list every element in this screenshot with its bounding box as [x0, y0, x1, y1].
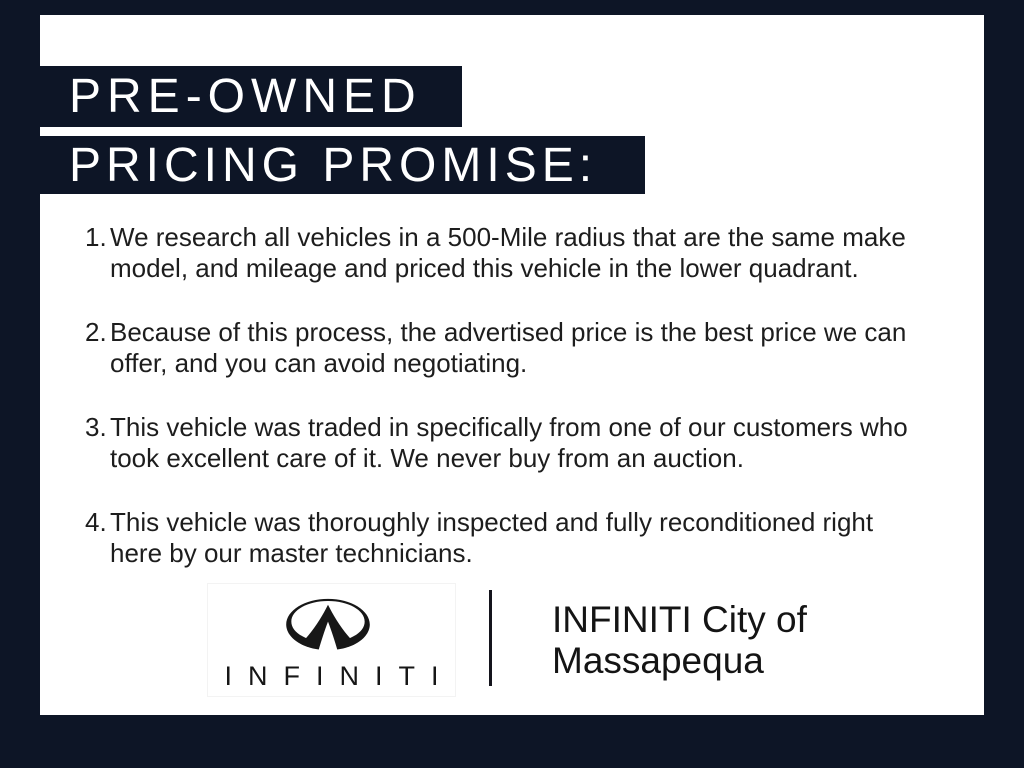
promise-line: Because of this process, the advertised price is the best price we can	[110, 317, 907, 347]
promise-line: This vehicle was thoroughly inspected and fully reconditioned right	[110, 507, 874, 537]
promise-line: We research all vehicles in a 500-Mile radius that are the same make	[110, 222, 906, 252]
promise-item-3	[85, 412, 974, 474]
promise-number: 2.	[85, 317, 107, 347]
promise-item-4	[85, 507, 974, 569]
promise-item-2	[85, 317, 974, 379]
promise-line: This vehicle was traded in specifically from one of our customers who	[110, 412, 908, 442]
flyer-content-area	[40, 15, 984, 715]
header-banner-pricing-promise	[40, 136, 645, 194]
promise-number: 3.	[85, 412, 107, 442]
infiniti-logo-lockup	[207, 583, 456, 697]
header-banner-pre-owned	[40, 66, 462, 127]
header-line-1: PRE-OWNED	[69, 70, 422, 123]
infiniti-emblem-icon	[284, 597, 372, 652]
infiniti-wordmark: INFINITI	[224, 661, 455, 691]
promise-line: here by our master technicians.	[110, 538, 473, 568]
promise-number: 4.	[85, 507, 107, 537]
promise-text	[95, 507, 974, 569]
promise-line: took excellent care of it. We never buy from an auction.	[110, 443, 744, 473]
vertical-divider	[489, 590, 492, 686]
promise-line: model, and mileage and priced this vehicle in the lower quadrant.	[110, 253, 859, 283]
promise-text	[95, 317, 974, 379]
dealer-name	[552, 599, 807, 681]
promise-number: 1.	[85, 222, 107, 252]
dealer-name-line-1: INFINITI City of	[552, 599, 807, 640]
header-line-2: PRICING PROMISE:	[69, 138, 598, 192]
promise-text	[95, 222, 974, 284]
dealer-name-line-2: Massapequa	[552, 640, 764, 681]
promise-text	[95, 412, 974, 474]
promise-item-1	[85, 222, 974, 284]
promise-line: offer, and you can avoid negotiating.	[110, 348, 528, 378]
